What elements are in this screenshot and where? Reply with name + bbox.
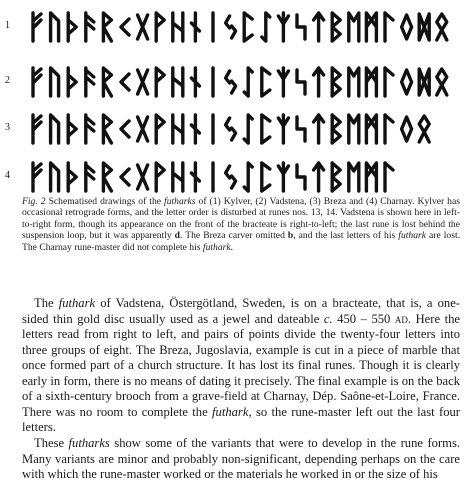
row-number: 4 bbox=[5, 170, 10, 181]
rune-d bbox=[419, 14, 429, 40]
rune-s bbox=[297, 70, 305, 94]
rune-w bbox=[156, 163, 164, 191]
rune-k bbox=[121, 121, 129, 137]
rune-m bbox=[366, 115, 376, 143]
rune-t bbox=[314, 115, 324, 143]
rune-z bbox=[278, 115, 288, 143]
rune-th bbox=[68, 163, 76, 191]
rune-f bbox=[33, 68, 41, 96]
rune-r bbox=[103, 68, 111, 96]
rune-a bbox=[86, 68, 94, 96]
rune-p bbox=[262, 163, 270, 191]
rune-h bbox=[173, 68, 183, 96]
rune-drawing-charnay bbox=[30, 156, 470, 196]
rune-drawing-vadstena bbox=[30, 61, 470, 101]
rune-j bbox=[226, 166, 236, 188]
rune-j bbox=[226, 16, 236, 38]
rune-u bbox=[51, 163, 59, 191]
rune-z bbox=[278, 13, 288, 41]
rune-ng bbox=[402, 15, 412, 39]
rune-g bbox=[138, 15, 148, 39]
rune-r bbox=[103, 13, 111, 41]
rune-f bbox=[33, 13, 41, 41]
rune-t bbox=[314, 163, 324, 191]
rune-n bbox=[191, 13, 199, 41]
rune-f bbox=[33, 115, 41, 143]
rune-ng bbox=[402, 117, 412, 141]
figure-label: Fig. 2 bbox=[22, 196, 46, 207]
rune-e bbox=[349, 13, 359, 41]
rune-j bbox=[226, 71, 236, 93]
rune-u bbox=[51, 13, 59, 41]
rune-p bbox=[262, 115, 270, 143]
rune-m bbox=[366, 68, 376, 96]
rune-g bbox=[138, 165, 148, 189]
rune-e bbox=[349, 68, 359, 96]
row-number: 2 bbox=[5, 75, 10, 86]
rune-ei bbox=[244, 115, 252, 143]
rune-r bbox=[103, 163, 111, 191]
rune-m bbox=[366, 163, 376, 191]
rune-b bbox=[332, 163, 340, 191]
rune-t bbox=[314, 68, 324, 96]
rune-th bbox=[68, 13, 76, 41]
rune-th bbox=[68, 68, 76, 96]
rune-m bbox=[366, 13, 376, 41]
rune-row-2 bbox=[0, 61, 474, 101]
rune-b bbox=[332, 13, 340, 41]
rune-b bbox=[332, 115, 340, 143]
rune-o bbox=[437, 14, 447, 40]
rune-h bbox=[173, 115, 183, 143]
rune-e bbox=[349, 163, 359, 191]
rune-f bbox=[33, 163, 41, 191]
rune-w bbox=[156, 68, 164, 96]
rune-n bbox=[191, 68, 199, 96]
rune-k bbox=[121, 19, 129, 35]
rune-h bbox=[173, 163, 183, 191]
rune-j bbox=[226, 118, 236, 140]
rune-w bbox=[156, 13, 164, 41]
rune-a bbox=[86, 163, 94, 191]
rune-k bbox=[121, 74, 129, 90]
rune-g bbox=[138, 70, 148, 94]
rune-s bbox=[297, 15, 305, 39]
rune-l bbox=[385, 68, 393, 96]
rune-h bbox=[173, 13, 183, 41]
rune-p bbox=[262, 68, 270, 96]
rune-ng bbox=[402, 70, 412, 94]
rune-w bbox=[156, 115, 164, 143]
rune-r bbox=[103, 115, 111, 143]
rune-z bbox=[278, 68, 288, 96]
figure-caption: Fig. 2 Schematised drawings of the futharks of (1) Kylver, (2) Vadstena, (3) Breza and (4) Charnay. Kylver has occasional retrograde forms, and the letter order is disturbed at runes nos. 13, 14. Vadstena is shown here in left-to-right form, though its appearance on the front of the bracteate is right-to-left; the last rune is lost behind the suspension loop, but it was apparently d. The Breza carver omitted b, and the last letters of his futhark are lost. The Charnay rune-master did not complete his futhark. bbox=[22, 196, 461, 253]
rune-a bbox=[86, 13, 94, 41]
paragraph-vadstena: The futhark of Vadstena, Östergötland, Sweden, is on a bracteate, that is, a one-sided thin gold disc usually used as a jewel and dateable c. 450 – 550 ad. Here the letters read from right to left, and pairs of points divide the twenty-four letters into three groups of eight. The Breza, Jugoslavia, example is cut in a piece of marble that once formed part of a church structure. It has lost its final runes. Though it is clearly early in form, there is no means of dating it precisely. The final example is on the back of a sixth-century brooch from a grave-field at Charnay, Dép. Saône-et-Loire, France. There was no room to complete the futhark, so the rune-master left out the last four letters. bbox=[22, 296, 460, 434]
rune-l bbox=[385, 163, 393, 191]
rune-k bbox=[121, 169, 129, 185]
rune-ei bbox=[244, 163, 252, 191]
rune-o bbox=[437, 69, 447, 95]
rune-a bbox=[86, 115, 94, 143]
rune-d bbox=[419, 69, 429, 95]
rune-p bbox=[244, 13, 252, 41]
rune-g bbox=[138, 117, 148, 141]
rune-l bbox=[385, 13, 393, 41]
rune-u bbox=[51, 68, 59, 96]
rune-b bbox=[332, 68, 340, 96]
rune-n bbox=[191, 163, 199, 191]
rune-z bbox=[278, 163, 288, 191]
rune-drawing-kylver bbox=[30, 6, 470, 46]
rune-o bbox=[419, 116, 429, 142]
rune-s bbox=[297, 165, 305, 189]
rune-th bbox=[68, 115, 76, 143]
row-number: 3 bbox=[5, 122, 10, 133]
rune-t bbox=[314, 13, 324, 41]
rune-ei bbox=[244, 68, 252, 96]
rune-drawing-breza bbox=[30, 108, 470, 148]
rune-row-4 bbox=[0, 156, 474, 196]
rune-s bbox=[297, 117, 305, 141]
rune-e bbox=[349, 115, 359, 143]
rune-row-3 bbox=[0, 108, 474, 148]
rune-l bbox=[385, 115, 393, 143]
rune-row-1 bbox=[0, 6, 474, 46]
rune-u bbox=[51, 115, 59, 143]
row-number: 1 bbox=[5, 20, 10, 31]
paragraph-variants: These futharks show some of the variants that were to develop in the rune forms. Many variants are minor and probably non-significant, depending perhaps on the care with which the rune-master worked or the materials he worked in or the size of his bbox=[22, 436, 460, 481]
rune-ei bbox=[262, 13, 270, 41]
rune-n bbox=[191, 115, 199, 143]
